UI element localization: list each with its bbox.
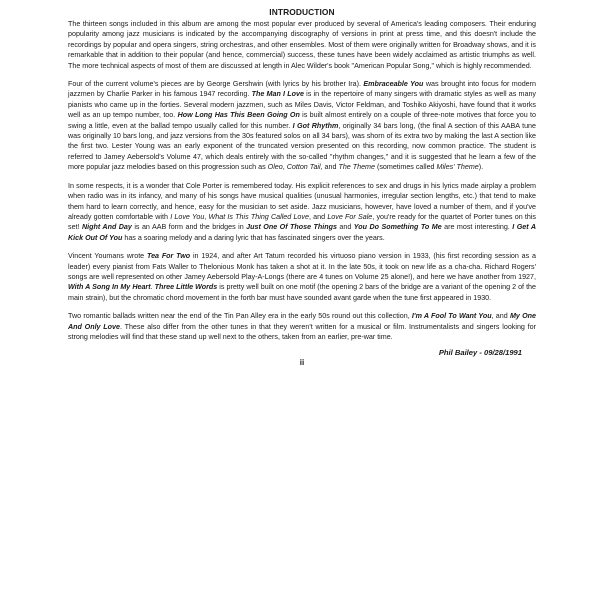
text-run: , and [320, 163, 339, 172]
text-run: has a soaring melody and a daring lyric that has fascinated singers over the years. [122, 233, 385, 242]
italic-title: The Theme [338, 163, 375, 172]
paragraph [68, 181, 536, 243]
italic-title: Love For Sale [327, 212, 373, 221]
page-number: ii [299, 358, 305, 368]
song-title: Just One Of Those Things [246, 223, 337, 232]
text-run: , [282, 163, 287, 172]
paragraph [68, 251, 536, 303]
text-run: . [150, 283, 155, 292]
song-title: I'm A Fool To Want You [411, 312, 492, 321]
text-run: was brought into focus for modern jazzmen by Charlie Parker in his famous 1947 recording. [68, 80, 537, 99]
text-run: (sometimes called [374, 163, 437, 172]
text-run: In some respects, it is a wonder that Cole Porter is remembered today. His explicit references to sex and drugs in his lyrics made airplay a problem when radio was in its infancy, and many of his songs have musical qualities (unusual harmonies, irregular section lengths, etc.) that tend to make them hard to learn correctly, and hence, easy for the musician to set aside. Jazz musicians, however, have loved a number of them, and if you've already gotten comfortable with [68, 181, 536, 221]
song-title: I Got Rhythm [292, 121, 339, 130]
text-run: and [336, 223, 354, 232]
song-title: Tea For Two [146, 252, 191, 261]
text-run: in 1924, and after Art Tatum recorded his virtuoso piano version in 1933, (his first recording session as a leader) every pianist from Fats Waller to Thelonious Monk has taken a shot at it. In the late 50s, it took on new life as a cha-cha. Richard Rogers' songs are well represented on other Jamey Aebersold Play-A-Longs (there are 4 tunes on Volume 25 alone!), and here we have another from 1927, [68, 252, 536, 281]
text-run: . These also differ from the other tunes in that they weren't written for a musical or film. Instrumentalists and singers looking for strong melodies will find that these stand up well next to the others, taken from an earlier, pre-war time. [68, 322, 537, 341]
italic-title: What Is This Thing Called Love [208, 212, 309, 221]
song-title: The Man I Love [251, 90, 304, 99]
song-title: Three Little Words [154, 283, 218, 292]
text-run: are most interesting. [441, 223, 513, 232]
text-run: , and [491, 312, 510, 321]
song-title: I Get A Kick Out Of You [68, 223, 536, 242]
song-title: Night And Day [81, 223, 132, 232]
text-run: is built almost entirely on a couple of three-note motives that force you to swing a little, even at the ballad tempo usually called for this number. [68, 111, 537, 130]
song-title: With A Song In My Heart [68, 283, 151, 292]
text-run: , [204, 212, 209, 221]
paragraph [68, 311, 536, 342]
italic-title: Miles' Theme [436, 163, 479, 172]
song-title: How Long Has This Been Going On [177, 111, 300, 120]
italic-title: I Love You [170, 212, 205, 221]
text-run: is pretty well built on one motif (the opening 2 bars of the bridge are a variant of the opening 2 of the main strain), but the chromatic chord movement in the forth bar must have sounded avant garde when the tune first appeared in 1930. [68, 283, 536, 302]
text-run: ). [478, 163, 484, 172]
text-run: , originally 34 bars long, (the final A section of this AABA tune was originally 10 bars long, and jazz versions from the 30s featured solos on all 34 bars), was shorn of its extra two by making the last A section like the first two. Lester Young was an early exponent of the truncated version presented on this recording, now common practice. The student is referred to Jamey Aebersold's Volume 47, which deals entirely with the so-called "rhythm changes," and it is suggested that he learn a few of the more popular jazz melodies based on this progression such as [68, 121, 536, 172]
paragraph [68, 79, 536, 173]
text-run: is in the repertoire of many singers with dramatic styles as well as many pianists who came up in the forties. Several modern jazzmen, such as Miles Davis, Victor Feldman, and Toshiko Akiyoshi, have found that it works well as an up tempo number, too. [68, 90, 536, 120]
text-run: Four of the current volume's pieces are by George Gershwin (with lyrics by his brother Ira). [68, 80, 364, 89]
song-title: You Do Something To Me [353, 223, 442, 232]
text-run: , you're ready for the quartet of Porter tunes on this set! [68, 212, 537, 232]
song-title: Embraceable You [363, 80, 424, 89]
text-run: Two romantic ballads written near the end of the Tin Pan Alley era in the early 50s round out this collection, [68, 312, 412, 321]
paragraph [68, 19, 536, 71]
italic-title: Oleo [267, 163, 283, 172]
page-title: INTRODUCTION [269, 7, 335, 17]
italic-title: Cotton Tail [286, 163, 321, 172]
text-run: is an AAB form and the bridges in [131, 223, 247, 232]
text-run: Vincent Youmans wrote [68, 252, 147, 261]
author-signature: Phil Bailey - 09/28/1991 [438, 348, 522, 358]
text-run: The thirteen songs included in this album are among the most popular ever produced by several of America's leading composers. Their enduring popularity among jazz musicians is indicated by the accompanying discography of versions in print at press time, and this doesn't include the recordings by popular and opera singers, string orchestras, and other ensembles. Most of them were originally written for Broadway shows, and it is remarkable that in addition to their popular (and hence, commercial) success, these tunes have been widely acclaimed as artistic triumphs as well. The more technical aspects of most of them are discussed at length in Alec Wilder's book "American Popular Song," which is highly recommended. [68, 20, 536, 70]
text-run: , and [308, 212, 328, 221]
song-title: My One And Only Love [68, 312, 536, 331]
